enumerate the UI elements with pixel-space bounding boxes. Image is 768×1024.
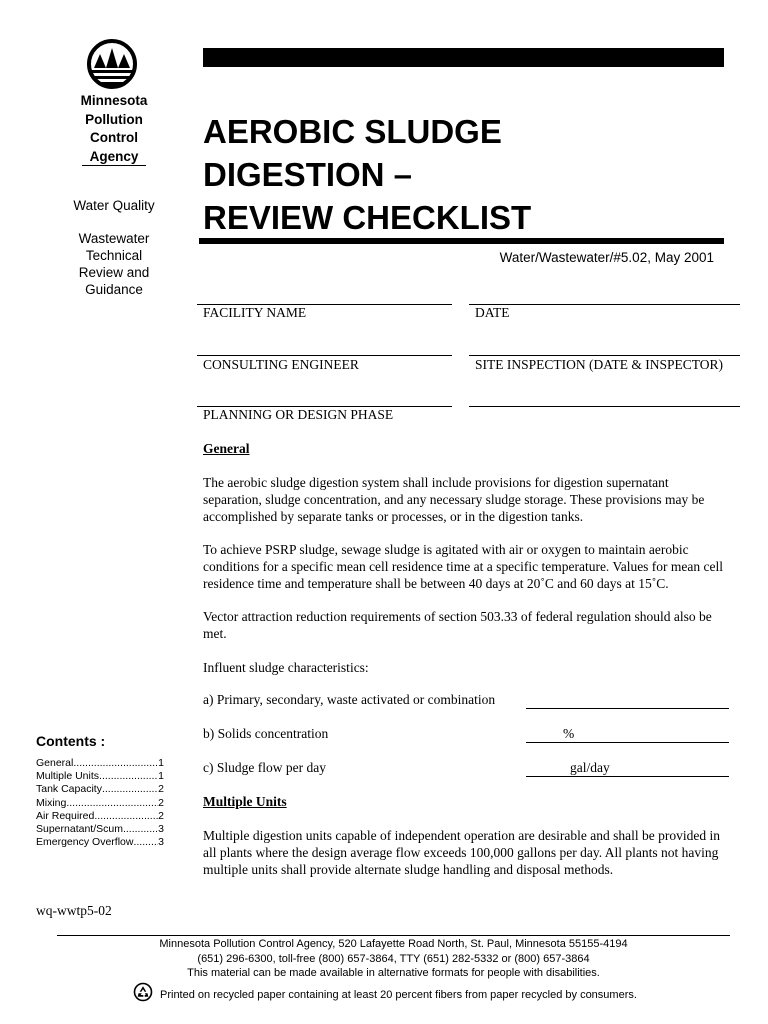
extra-field[interactable] xyxy=(469,406,740,407)
agency-name xyxy=(55,92,173,166)
recycle-statement: Printed on recycled paper containing at least 20 percent fibers from paper recycled by consumers. xyxy=(160,989,637,1001)
agency-name-line: Agency xyxy=(89,148,139,164)
agency-name-line: Control xyxy=(90,130,138,145)
recycle-icon xyxy=(133,982,153,1002)
consulting-engineer-label: CONSULTING ENGINEER xyxy=(203,357,359,372)
checklist-item-label: b) Solids concentration xyxy=(203,726,329,741)
general-paragraph: Influent sludge characteristics: xyxy=(203,660,369,675)
series-line: Guidance xyxy=(85,282,143,297)
series-line: Technical xyxy=(85,248,143,263)
series-label xyxy=(55,230,173,298)
contents-item-page: 1 xyxy=(158,757,164,769)
mpca-logo-icon xyxy=(78,38,146,94)
department-label: Water Quality xyxy=(73,198,155,213)
contents-list xyxy=(36,757,164,849)
consulting-engineer-field[interactable] xyxy=(197,355,452,356)
contents-item-name: Emergency Overflow xyxy=(36,836,134,849)
contents-item-name: Tank Capacity xyxy=(36,783,102,796)
contents-item-name: Multiple Units xyxy=(36,770,100,783)
footer-accessibility: This material can be made available in alternative formats for people with disabilities. xyxy=(187,967,600,979)
contents-item-page: 3 xyxy=(158,823,164,836)
contents-item[interactable] xyxy=(36,797,164,810)
header-bar xyxy=(203,48,724,67)
general-paragraph: To achieve PSRP sludge, sewage sludge is agitated with air or oxygen to maintain aerobic conditions for a specific mean cell residence time at a specific temperature. Values for mean cell residence time and temperature shall be between 40 days at 20˚C and 60 days at 15˚C. xyxy=(203,542,724,592)
contents-item-page: 2 xyxy=(158,783,164,796)
document-id: Water/Wastewater/#5.02, May 2001 xyxy=(499,250,714,265)
general-paragraph: Vector attraction reduction requirements of section 503.33 of federal regulation should also be met. xyxy=(203,609,712,642)
contents-item-name: Air Required xyxy=(36,809,95,822)
agency-name-line: Minnesota xyxy=(80,93,148,108)
checklist-item-field[interactable] xyxy=(526,742,729,743)
contents-item-page: 2 xyxy=(158,809,164,822)
date-field[interactable] xyxy=(469,304,740,305)
contents-item[interactable] xyxy=(36,823,164,836)
contents-item[interactable] xyxy=(36,757,164,770)
contents-item[interactable] xyxy=(36,783,164,796)
contents-item[interactable] xyxy=(36,836,164,849)
footer-address: Minnesota Pollution Control Agency, 520 Lafayette Road North, St. Paul, Minnesota 55155-4194 xyxy=(159,938,628,950)
date-label: DATE xyxy=(475,305,510,320)
title-line: REVIEW CHECKLIST xyxy=(203,199,532,236)
facility-name-label: FACILITY NAME xyxy=(203,305,307,320)
contents-item-page: 1 xyxy=(158,770,164,783)
contents-item-name: Supernatant/Scum xyxy=(36,823,123,836)
document-code: wq-wwtp5-02 xyxy=(36,903,112,918)
contents-title: Contents : xyxy=(36,733,106,749)
planning-phase-label: PLANNING OR DESIGN PHASE xyxy=(203,407,394,422)
agency-name-line: Pollution xyxy=(85,111,143,127)
checklist-item-unit: gal/day xyxy=(570,760,610,775)
site-inspection-label: SITE INSPECTION (DATE & INSPECTOR) xyxy=(475,357,724,372)
contents-item[interactable] xyxy=(36,810,164,823)
footer xyxy=(57,937,730,981)
page-title xyxy=(203,110,531,239)
general-paragraph: The aerobic sludge digestion system shall include provisions for digestion supernatant separation, sludge concentration, and any necessary sludge storage. These provisions may be accomplished by separate tanks or processes, or in the digestion tanks. xyxy=(203,475,705,525)
contents-item-name: Mixing xyxy=(36,796,67,809)
title-line: DIGESTION – xyxy=(203,156,413,193)
agency-underline xyxy=(82,165,146,166)
checklist-item-label: a) Primary, secondary, waste activated or combination xyxy=(203,692,496,707)
contents-item-name: General xyxy=(36,757,74,769)
checklist-item-label: c) Sludge flow per day xyxy=(203,760,326,775)
series-line: Wastewater xyxy=(78,231,150,246)
series-line: Review and xyxy=(78,265,150,280)
multiple-units-paragraph: Multiple digestion units capable of independent operation are desirable and shall be provided in all plants where the design average flow exceeds 100,000 gallons per day. All plants not having multiple units shall provide alternate sludge handling and disposal methods. xyxy=(203,828,720,878)
title-line: AEROBIC SLUDGE xyxy=(203,113,502,150)
checklist-item-unit: % xyxy=(563,726,575,741)
contents-item-page: 2 xyxy=(158,796,164,809)
section-heading-multiple-units: Multiple Units xyxy=(203,794,287,809)
contents-item[interactable] xyxy=(36,770,164,783)
footer-phone: (651) 296-6300, toll-free (800) 657-3864, TTY (651) 282-5332 or (800) 657-3864 xyxy=(197,952,590,965)
checklist-item-field[interactable] xyxy=(526,708,729,709)
title-divider xyxy=(199,238,724,244)
section-heading-general: General xyxy=(203,441,250,456)
site-inspection-field[interactable] xyxy=(469,355,740,356)
contents-item-page: 3 xyxy=(158,836,164,849)
checklist-item-field[interactable] xyxy=(526,776,729,777)
footer-divider xyxy=(57,935,730,936)
